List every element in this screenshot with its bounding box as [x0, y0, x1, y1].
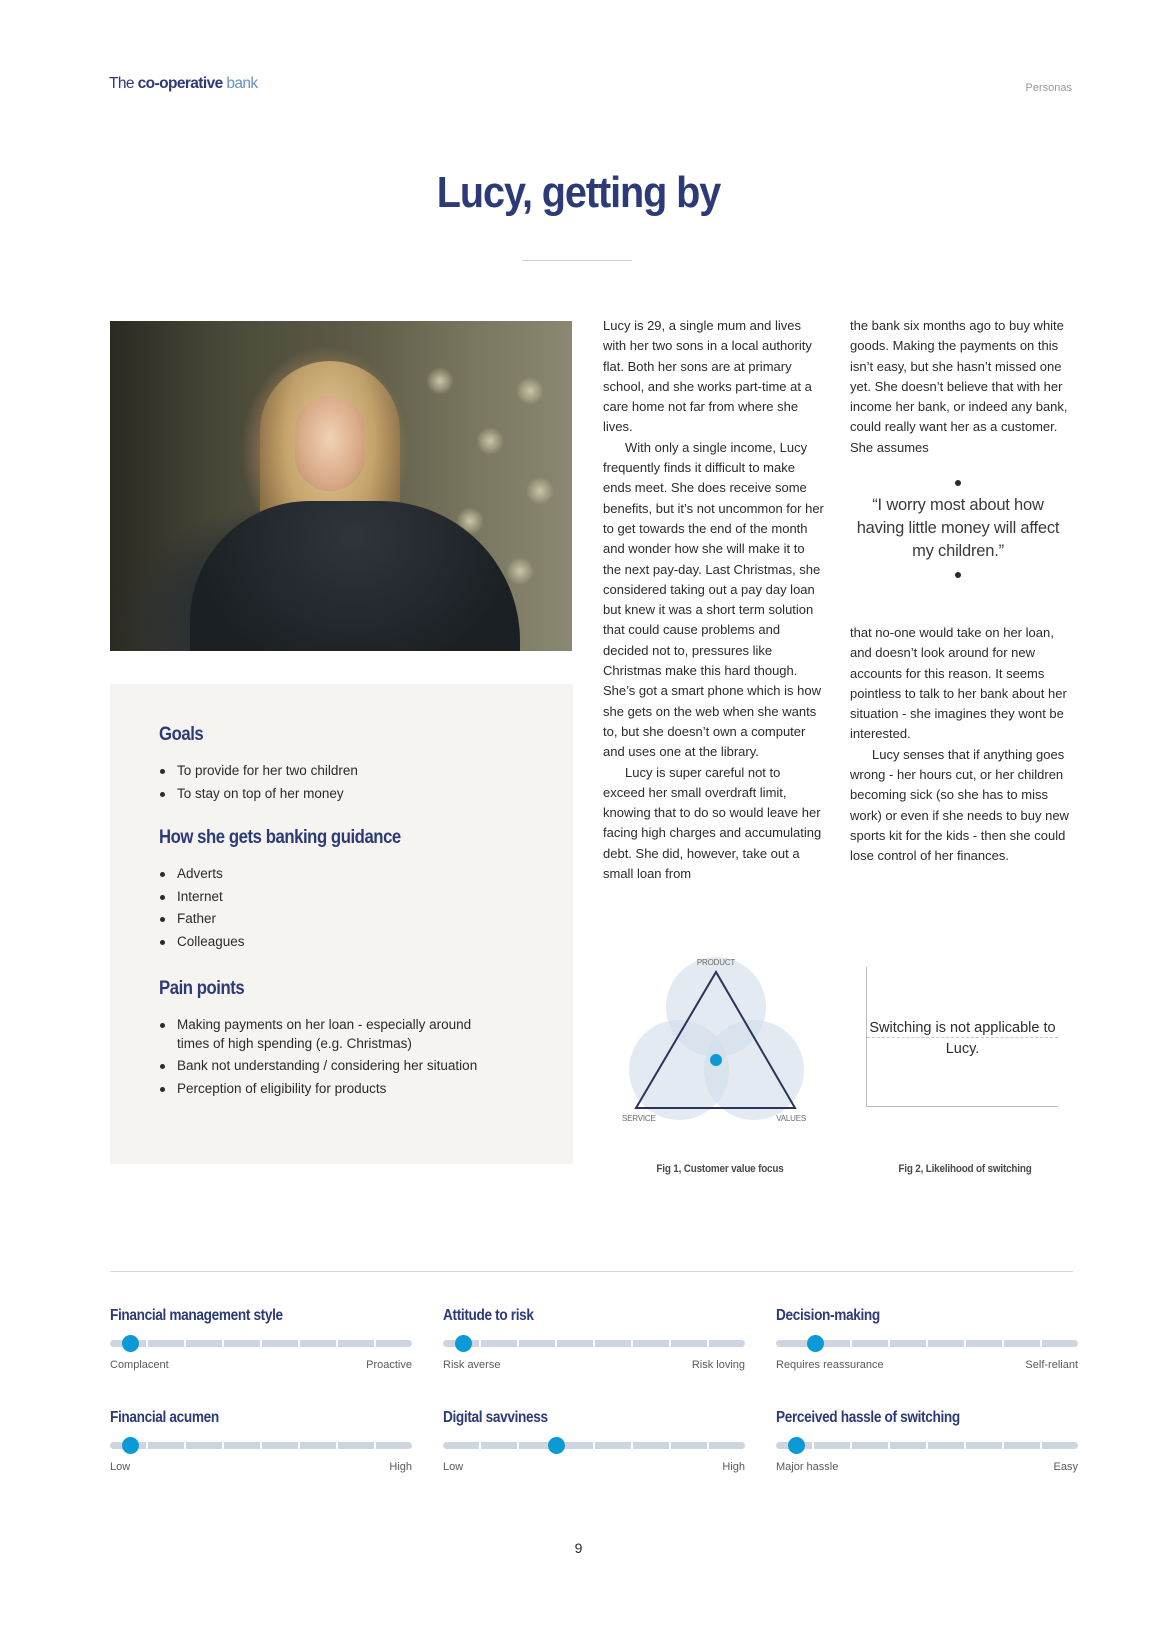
slider-low-label: Major hassle	[776, 1461, 839, 1473]
slider-track	[110, 1442, 412, 1449]
goals-heading: Goals	[159, 724, 204, 745]
pain-points-heading: Pain points	[159, 978, 245, 999]
list-item: Internet	[159, 888, 499, 907]
list-item: Father	[159, 910, 499, 929]
section-divider	[110, 1271, 1073, 1272]
quote-text: “I worry most about how having little money will affect my children.”	[856, 496, 1060, 560]
list-item: Perception of eligibility for products	[159, 1080, 489, 1099]
slider-high-label: Self-reliant	[1025, 1359, 1078, 1371]
quote-dot-top	[955, 480, 961, 486]
slider-title: Perceived hassle of switching	[776, 1409, 960, 1426]
label-values: VALUES	[776, 1114, 806, 1123]
list-item: Colleagues	[159, 933, 499, 952]
body-paragraph: Lucy is super careful not to exceed her small overdraft limit, knowing that to do so would leave her facing high charges and accumulating debt. She did, however, take out a small loan from	[603, 764, 822, 882]
slider-track	[443, 1442, 745, 1449]
list-item: To stay on top of her money	[159, 785, 499, 804]
slider-knob	[455, 1335, 472, 1352]
logo-the: The	[109, 75, 134, 92]
slider-digital-savviness	[443, 1409, 745, 1499]
label-product: PRODUCT	[696, 958, 736, 967]
slider-low-label: Complacent	[110, 1359, 169, 1371]
slider-knob	[807, 1335, 824, 1352]
label-service: SERVICE	[622, 1114, 656, 1123]
body-column-2-top	[850, 316, 1072, 458]
slider-title: Decision-making	[776, 1307, 880, 1324]
slider-title: Attitude to risk	[443, 1307, 534, 1324]
list-item: Making payments on her loan - especially around times of high spending (e.g. Christmas)	[159, 1016, 489, 1053]
pull-quote	[848, 480, 1068, 578]
body-paragraph: that no-one would take on her loan, and doesn’t look around for new accounts for this reason. It seems pointless to talk to her bank about her situation - she imagines they wont be interested.	[850, 625, 1067, 742]
persona-summary-panel	[110, 684, 573, 1164]
slider-title: Digital savviness	[443, 1409, 548, 1426]
switching-likelihood-chart	[866, 967, 1058, 1107]
title-divider	[522, 260, 632, 261]
slider-high-label: Proactive	[366, 1359, 412, 1371]
focus-marker	[710, 1054, 722, 1066]
section-label: Personas	[1025, 82, 1072, 94]
photo-body	[190, 501, 520, 651]
slider-high-label: High	[389, 1461, 412, 1473]
page-title: Lucy, getting by	[436, 168, 721, 217]
fig2-caption: Fig 2, Likelihood of switching	[898, 1163, 1032, 1175]
list-item: Adverts	[159, 865, 499, 884]
list-item: Bank not understanding / considering her situation	[159, 1057, 489, 1076]
slider-decision-making	[776, 1307, 1078, 1397]
guidance-list	[159, 865, 499, 955]
customer-value-diagram	[613, 948, 813, 1138]
body-column-2-bottom	[850, 623, 1072, 867]
slider-title: Financial management style	[110, 1307, 283, 1324]
slider-low-label: Requires reassurance	[776, 1359, 884, 1371]
slider-track	[443, 1340, 745, 1347]
slider-financial-management-style	[110, 1307, 412, 1397]
body-paragraph: Lucy senses that if anything goes wrong - her hours cut, or her children becoming sick (so she has to miss work) or even if she needs to buy new sports kit for the kids - then she could lose control of her finances.	[850, 746, 1069, 864]
body-column-1	[603, 316, 825, 884]
slider-high-label: Easy	[1053, 1461, 1078, 1473]
slider-high-label: High	[722, 1461, 745, 1473]
slider-title: Financial acumen	[110, 1409, 219, 1426]
bank-logo	[109, 75, 258, 93]
venn-triangle-graphic	[613, 948, 813, 1138]
slider-knob	[122, 1437, 139, 1454]
slider-track	[776, 1442, 1078, 1449]
slider-knob	[788, 1437, 805, 1454]
body-paragraph: With only a single income, Lucy frequently finds it difficult to make ends meet. She does receive some benefits, but it’s not uncommon for her to get towards the end of the month and wonder how she will make it to the next pay-day. Last Christmas, she considered taking out a pay day loan but knew it was a short term solution that could cause problems and decided not to, pressures like Christmas make this hard though. She’s got a smart phone which is how she gets on the web when she wants to, but she doesn’t own a computer and uses one at the library.	[603, 439, 824, 760]
photo-face	[295, 396, 365, 491]
logo-coop: co-operative	[137, 75, 223, 92]
slider-knob	[548, 1437, 565, 1454]
body-paragraph: Lucy is 29, a single mum and lives with her two sons in a local authority flat. Both her sons are at primary school, and she works part-time at a care home not far from where she lives.	[603, 318, 812, 435]
persona-photo	[110, 321, 572, 651]
slider-knob	[122, 1335, 139, 1352]
slider-track	[110, 1340, 412, 1347]
pain-points-list	[159, 1016, 489, 1102]
slider-high-label: Risk loving	[691, 1359, 745, 1371]
slider-perceived-hassle-of-switching	[776, 1409, 1078, 1499]
body-paragraph: the bank six months ago to buy white goods. Making the payments on this isn’t easy, but she hasn’t missed one yet. She doesn’t believe that with her income her bank, or indeed any bank, could really want her as a customer. She assumes	[850, 318, 1068, 455]
slider-low-label: Low	[443, 1461, 464, 1473]
guidance-heading: How she gets banking guidance	[159, 827, 401, 848]
slider-low-label: Low	[110, 1461, 131, 1473]
fig1-caption: Fig 1, Customer value focus	[656, 1163, 784, 1175]
quote-dot-bottom	[955, 572, 961, 578]
page-number: 9	[574, 1540, 583, 1556]
slider-financial-acumen	[110, 1409, 412, 1499]
logo-bank: bank	[226, 75, 258, 92]
list-item: To provide for her two children	[159, 762, 499, 781]
switching-message: Switching is not applicable to Lucy.	[869, 1020, 1056, 1057]
slider-low-label: Risk averse	[443, 1359, 501, 1371]
goals-list	[159, 762, 499, 807]
slider-attitude-to-risk	[443, 1307, 745, 1397]
